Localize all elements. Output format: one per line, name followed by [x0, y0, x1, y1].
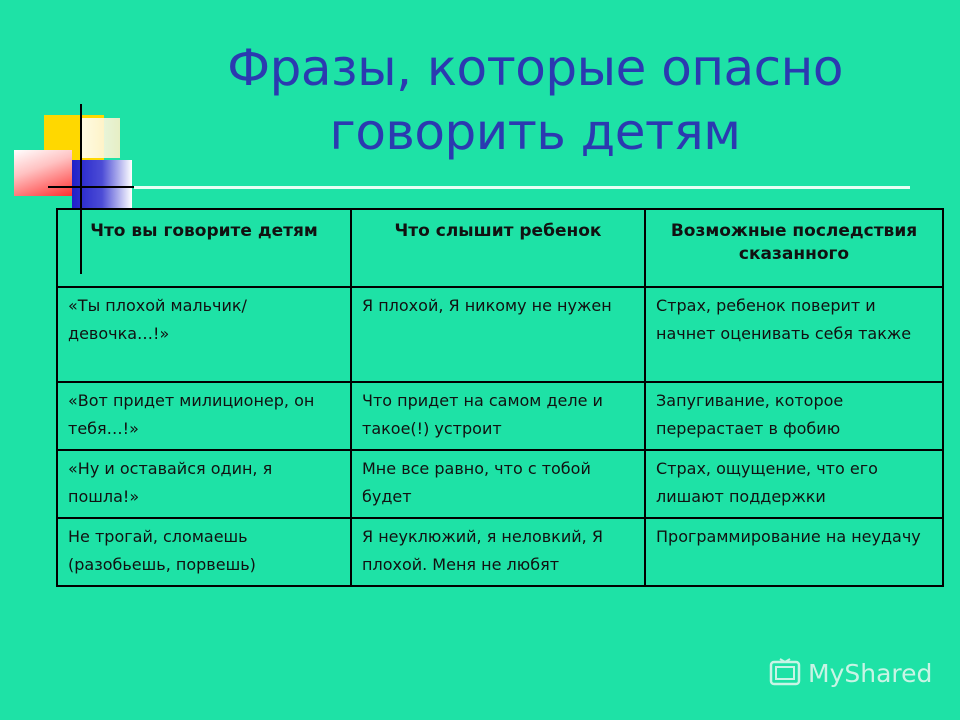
table-header-row	[57, 209, 943, 287]
table-cell: Запугивание, которое перерастает в фобию	[645, 382, 943, 450]
header-consequences: Возможные последствия сказанного	[645, 209, 943, 287]
decor-horizontal-line-dark	[48, 186, 134, 188]
table-row	[57, 382, 943, 450]
table-row	[57, 518, 943, 586]
table-cell: Страх, ощущение, что его лишают поддержки	[645, 450, 943, 518]
table-cell: «Вот придет милиционер, он тебя…!»	[57, 382, 351, 450]
table-cell: «Ну и оставайся один, я пошла!»	[57, 450, 351, 518]
phrases-table	[56, 208, 944, 587]
slide-title-line2: говорить детям	[329, 103, 741, 161]
decor-white-square	[80, 118, 120, 158]
table-cell: Я плохой, Я никому не нужен	[351, 287, 645, 382]
table-cell: Мне все равно, что с тобой будет	[351, 450, 645, 518]
decor-horizontal-line-light	[134, 186, 910, 189]
header-what-child-hears: Что слышит ребенок	[351, 209, 645, 287]
table-cell: Страх, ребенок поверит и начнет оценивать себя также	[645, 287, 943, 382]
myshared-logo-icon	[768, 656, 802, 690]
slide-title-line1: Фразы, которые опасно	[227, 39, 843, 97]
myshared-watermark-text: MyShared	[808, 658, 933, 688]
myshared-watermark	[768, 656, 932, 690]
table-cell: Что придет на самом деле и такое(!) устроит	[351, 382, 645, 450]
decor-pink-square	[14, 150, 72, 196]
slide-title	[150, 36, 920, 164]
table-row	[57, 287, 943, 382]
table-cell: Программирование на неудачу	[645, 518, 943, 586]
table-row	[57, 450, 943, 518]
table-cell: Не трогай, сломаешь (разобьешь, порвешь)	[57, 518, 351, 586]
table-cell: «Ты плохой мальчик/девочка…!»	[57, 287, 351, 382]
header-what-you-say: Что вы говорите детям	[57, 209, 351, 287]
table-cell: Я неуклюжий, я неловкий, Я плохой. Меня не любят	[351, 518, 645, 586]
